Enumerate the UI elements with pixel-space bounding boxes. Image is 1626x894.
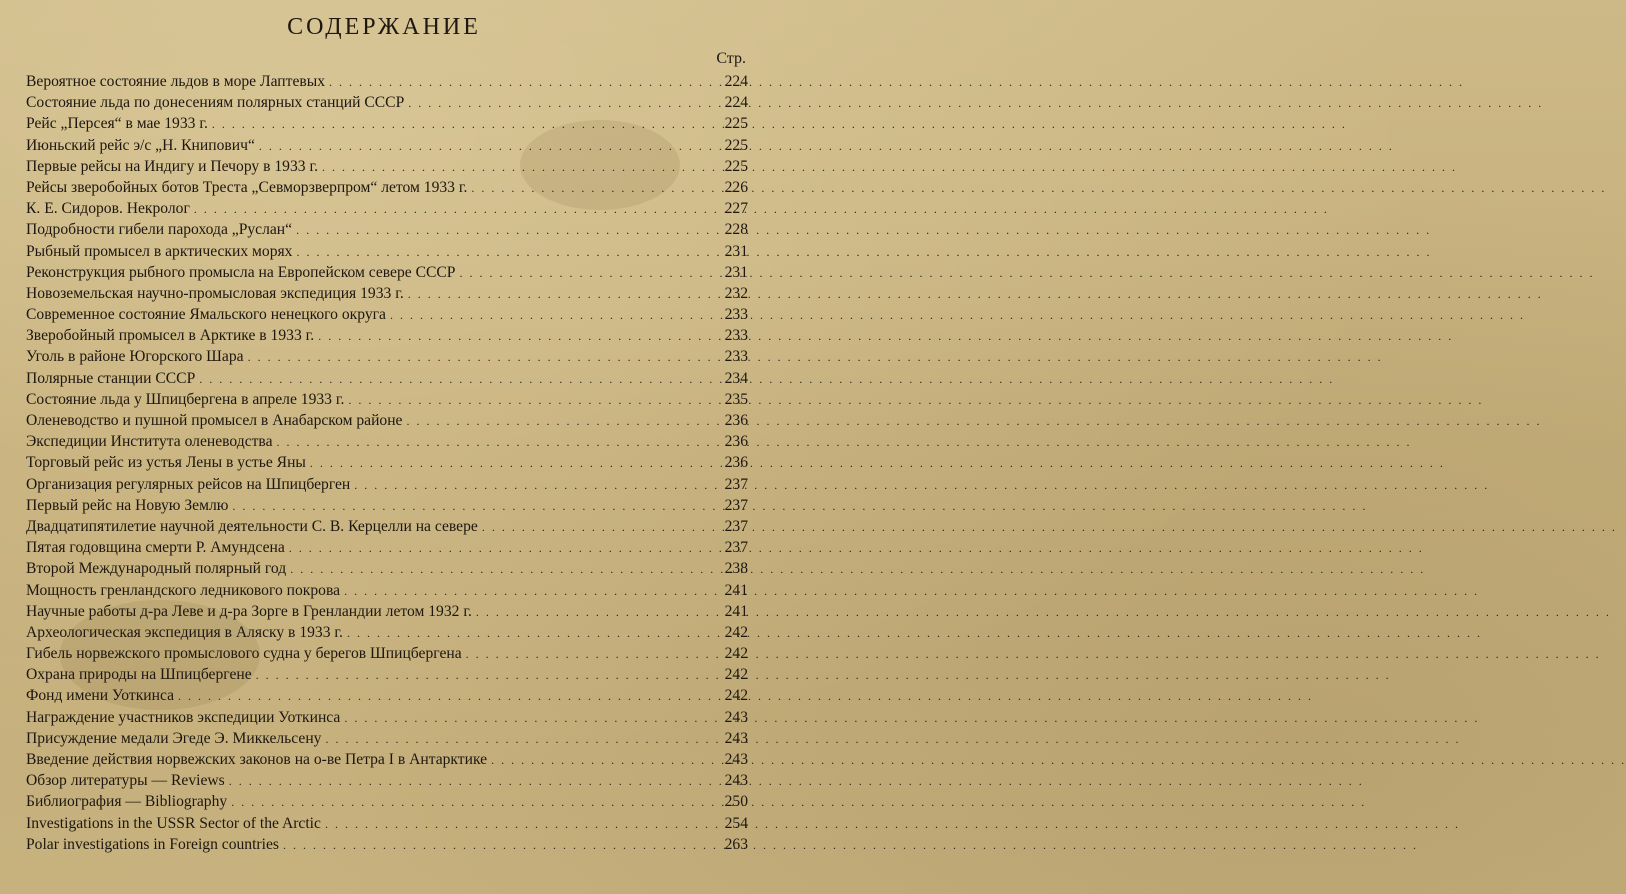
toc-entry — [26, 135, 748, 156]
toc-entry-page: 225 — [724, 136, 748, 154]
toc-entry-page: 233 — [724, 306, 748, 324]
toc-dot-leader — [178, 685, 714, 707]
toc-entry-page: 237 — [724, 539, 748, 557]
toc-entry-page: 235 — [724, 390, 748, 408]
toc-entry-title: Состояние льда по донесениям полярных станций СССР — [26, 94, 405, 112]
toc-entry — [26, 431, 748, 452]
toc-entry — [26, 601, 748, 622]
toc-entry — [26, 262, 748, 283]
toc-entry — [26, 643, 748, 664]
toc-entry — [26, 495, 748, 516]
table-of-contents — [26, 71, 748, 855]
toc-entry-page: 236 — [724, 433, 748, 451]
toc-entry — [26, 71, 748, 92]
toc-entry — [26, 368, 748, 389]
toc-entry-page: 227 — [724, 200, 748, 218]
toc-dot-leader — [325, 813, 714, 835]
toc-dot-leader — [459, 262, 714, 284]
toc-entry-page: 238 — [724, 560, 748, 578]
toc-entry-page: 237 — [724, 496, 748, 514]
toc-entry-title: Археологическая экспедиция в Аляску в 1933 г. — [26, 623, 343, 641]
toc-entry-title: Реконструкция рыбного промысла на Европейском севере СССР — [26, 263, 456, 281]
toc-entry-page: 243 — [724, 751, 748, 768]
toc-entry-title: Оленеводство и пушной промысел в Анабарском районе — [26, 412, 403, 429]
toc-dot-leader — [277, 431, 714, 453]
toc-entry — [26, 177, 748, 198]
toc-entry-page: 225 — [724, 157, 748, 175]
toc-entry-title: Второй Международный полярный год — [26, 560, 287, 578]
toc-entry-title: Новоземельская научно-промысловая экспедиция 1933 г. — [26, 284, 404, 302]
toc-entry-title: К. Е. Сидоров. Некролог — [26, 200, 190, 218]
toc-entry-title: Охрана природы на Шпицбергене — [26, 666, 252, 684]
toc-dot-leader — [289, 537, 714, 559]
toc-entry — [26, 516, 748, 537]
toc-entry-title: Экспедиции Института оленеводства — [26, 433, 273, 451]
toc-entry — [26, 198, 748, 219]
toc-entry-page: 234 — [724, 369, 748, 387]
toc-dot-leader — [354, 474, 714, 496]
toc-entry-title: Полярные станции СССР — [26, 369, 196, 387]
toc-entry-title: Рыбный промысел в арктических морях — [26, 242, 293, 260]
toc-entry — [26, 791, 748, 812]
toc-dot-leader — [325, 728, 714, 750]
toc-dot-leader — [482, 516, 714, 538]
toc-entry — [26, 749, 748, 770]
toc-entry-page: 228 — [724, 221, 748, 239]
toc-dot-leader — [408, 92, 714, 114]
toc-entry-page: 236 — [724, 412, 748, 429]
toc-entry — [26, 92, 748, 113]
toc-dot-leader — [229, 770, 714, 792]
toc-entry-title: Библиография — Bibliography — [26, 793, 228, 811]
toc-dot-leader — [491, 749, 714, 771]
toc-entry — [26, 685, 748, 706]
toc-dot-leader — [390, 304, 714, 326]
toc-dot-leader — [194, 198, 714, 220]
toc-dot-leader — [344, 580, 714, 602]
toc-entry-title: Фонд имени Уоткинса — [26, 687, 175, 705]
toc-dot-leader — [290, 558, 714, 580]
contents-page — [0, 0, 768, 894]
toc-dot-leader — [199, 368, 714, 390]
toc-entry-page: 224 — [724, 73, 748, 90]
toc-dot-leader — [310, 452, 714, 474]
toc-entry — [26, 474, 748, 495]
toc-entry-page: 243 — [724, 772, 748, 790]
toc-entry-page: 242 — [724, 687, 748, 705]
toc-entry-title: Присуждение медали Эгеде Э. Миккельсену — [26, 729, 322, 747]
toc-dot-leader — [406, 410, 714, 432]
toc-entry-title: Рейс „Персея“ в мае 1933 г. — [26, 115, 208, 133]
toc-entry — [26, 813, 748, 834]
toc-entry — [26, 156, 748, 177]
toc-entry-title: Двадцатипятилетие научной деятельности С. В. Керцелли на севере — [26, 517, 478, 535]
toc-entry — [26, 728, 748, 749]
toc-entry — [26, 537, 748, 558]
toc-entry-title: Организация регулярных рейсов на Шпицберген — [26, 475, 351, 493]
toc-entry — [26, 304, 748, 325]
toc-dot-leader — [296, 241, 714, 263]
toc-entry-title: Гибель норвежского промыслового судна у берегов Шпицбергена — [26, 645, 462, 663]
toc-entry-page: 243 — [724, 729, 748, 747]
toc-entry-page: 224 — [724, 94, 748, 112]
toc-entry-title: Первые рейсы на Индигу и Печору в 1933 г. — [26, 157, 318, 175]
toc-entry-page: 241 — [724, 581, 748, 599]
toc-dot-leader — [232, 495, 714, 517]
toc-dot-leader — [347, 622, 714, 644]
page-title: СОДЕРЖАНИЕ — [287, 14, 481, 40]
toc-entry — [26, 452, 748, 473]
toc-entry-page: 254 — [724, 814, 748, 832]
toc-dot-leader — [283, 834, 714, 856]
toc-entry — [26, 389, 748, 410]
toc-entry — [26, 241, 748, 262]
toc-entry-page: 233 — [724, 348, 748, 366]
toc-entry-title: Награждение участников экспедиции Уоткинса — [26, 708, 341, 726]
toc-entry-title: Зверобойный промысел в Арктике в 1933 г. — [26, 327, 315, 345]
toc-dot-leader — [212, 113, 714, 135]
toc-entry-title: Уголь в районе Югорского Шара — [26, 348, 244, 366]
toc-entry-page: 233 — [724, 327, 748, 345]
toc-entry-title: Первый рейс на Новую Землю — [26, 496, 229, 514]
toc-entry-title: Polar investigations in Foreign countries — [26, 835, 279, 853]
toc-entry-page: 241 — [724, 602, 748, 620]
toc-entry-title: Введение действия норвежских законов на о-ве Петра I в Антарктике — [26, 751, 488, 768]
toc-entry — [26, 283, 748, 304]
toc-entry — [26, 325, 748, 346]
toc-entry-page: 237 — [724, 517, 748, 535]
toc-entry-page: 263 — [724, 835, 748, 853]
toc-entry — [26, 558, 748, 579]
toc-entry-page: 231 — [724, 263, 748, 281]
toc-entry — [26, 113, 748, 134]
toc-entry — [26, 770, 748, 791]
toc-dot-leader — [329, 71, 714, 93]
toc-entry-title: Рейсы зверобойных ботов Треста „Севморзверпром“ летом 1933 г. — [26, 178, 468, 196]
toc-entry-page: 242 — [724, 645, 748, 663]
toc-entry-title: Современное состояние Ямальского ненецкого округа — [26, 306, 386, 324]
toc-dot-leader — [344, 707, 714, 729]
toc-entry-title: Пятая годовщина смерти Р. Амундсена — [26, 539, 285, 557]
toc-entry-title: Торговый рейс из устья Лены в устье Яны — [26, 454, 306, 472]
toc-dot-leader — [348, 389, 714, 411]
toc-entry-title: Подробности гибели парохода „Руслан“ — [26, 221, 293, 239]
toc-entry — [26, 219, 748, 240]
toc-entry-title: Научные работы д-ра Леве и д-ра Зорге в Гренландии летом 1932 г. — [26, 602, 472, 620]
toc-entry — [26, 707, 748, 728]
page-column-label: Стр. — [716, 50, 746, 67]
toc-entry-page: 242 — [724, 623, 748, 641]
toc-dot-leader — [466, 643, 714, 665]
toc-dot-leader — [408, 283, 714, 305]
toc-dot-leader — [259, 135, 714, 157]
toc-dot-leader — [471, 177, 714, 199]
toc-entry — [26, 346, 748, 367]
toc-entry-page: 242 — [724, 666, 748, 684]
toc-entry-title: Мощность гренландского ледникового покрова — [26, 581, 341, 599]
toc-dot-leader — [231, 791, 714, 813]
toc-entry — [26, 410, 748, 431]
toc-dot-leader — [318, 325, 714, 347]
toc-entry — [26, 622, 748, 643]
toc-dot-leader — [476, 601, 714, 623]
toc-entry — [26, 664, 748, 685]
toc-entry-title: Вероятное состояние льдов в море Лаптевых — [26, 73, 326, 90]
toc-dot-leader — [248, 346, 714, 368]
toc-dot-leader — [296, 219, 714, 241]
toc-entry — [26, 580, 748, 601]
toc-entry-page: 243 — [724, 708, 748, 726]
toc-entry-page: 236 — [724, 454, 748, 472]
toc-entry-page: 225 — [724, 115, 748, 133]
toc-entry-title: Обзор литературы — Reviews — [26, 772, 225, 790]
toc-entry-title: Июньский рейс э/с „Н. Книпович“ — [26, 136, 255, 154]
toc-dot-leader — [322, 156, 714, 178]
toc-entry-page: 237 — [724, 475, 748, 493]
toc-entry — [26, 834, 748, 855]
toc-dot-leader — [256, 664, 714, 686]
toc-entry-page: 231 — [724, 242, 748, 260]
toc-entry-page: 232 — [724, 284, 748, 302]
toc-entry-title: Состояние льда у Шпицбергена в апреле 1933 г. — [26, 390, 345, 408]
toc-entry-title: Investigations in the USSR Sector of the Arctic — [26, 814, 321, 832]
toc-entry-page: 226 — [724, 178, 748, 196]
toc-entry-page: 250 — [724, 793, 748, 811]
